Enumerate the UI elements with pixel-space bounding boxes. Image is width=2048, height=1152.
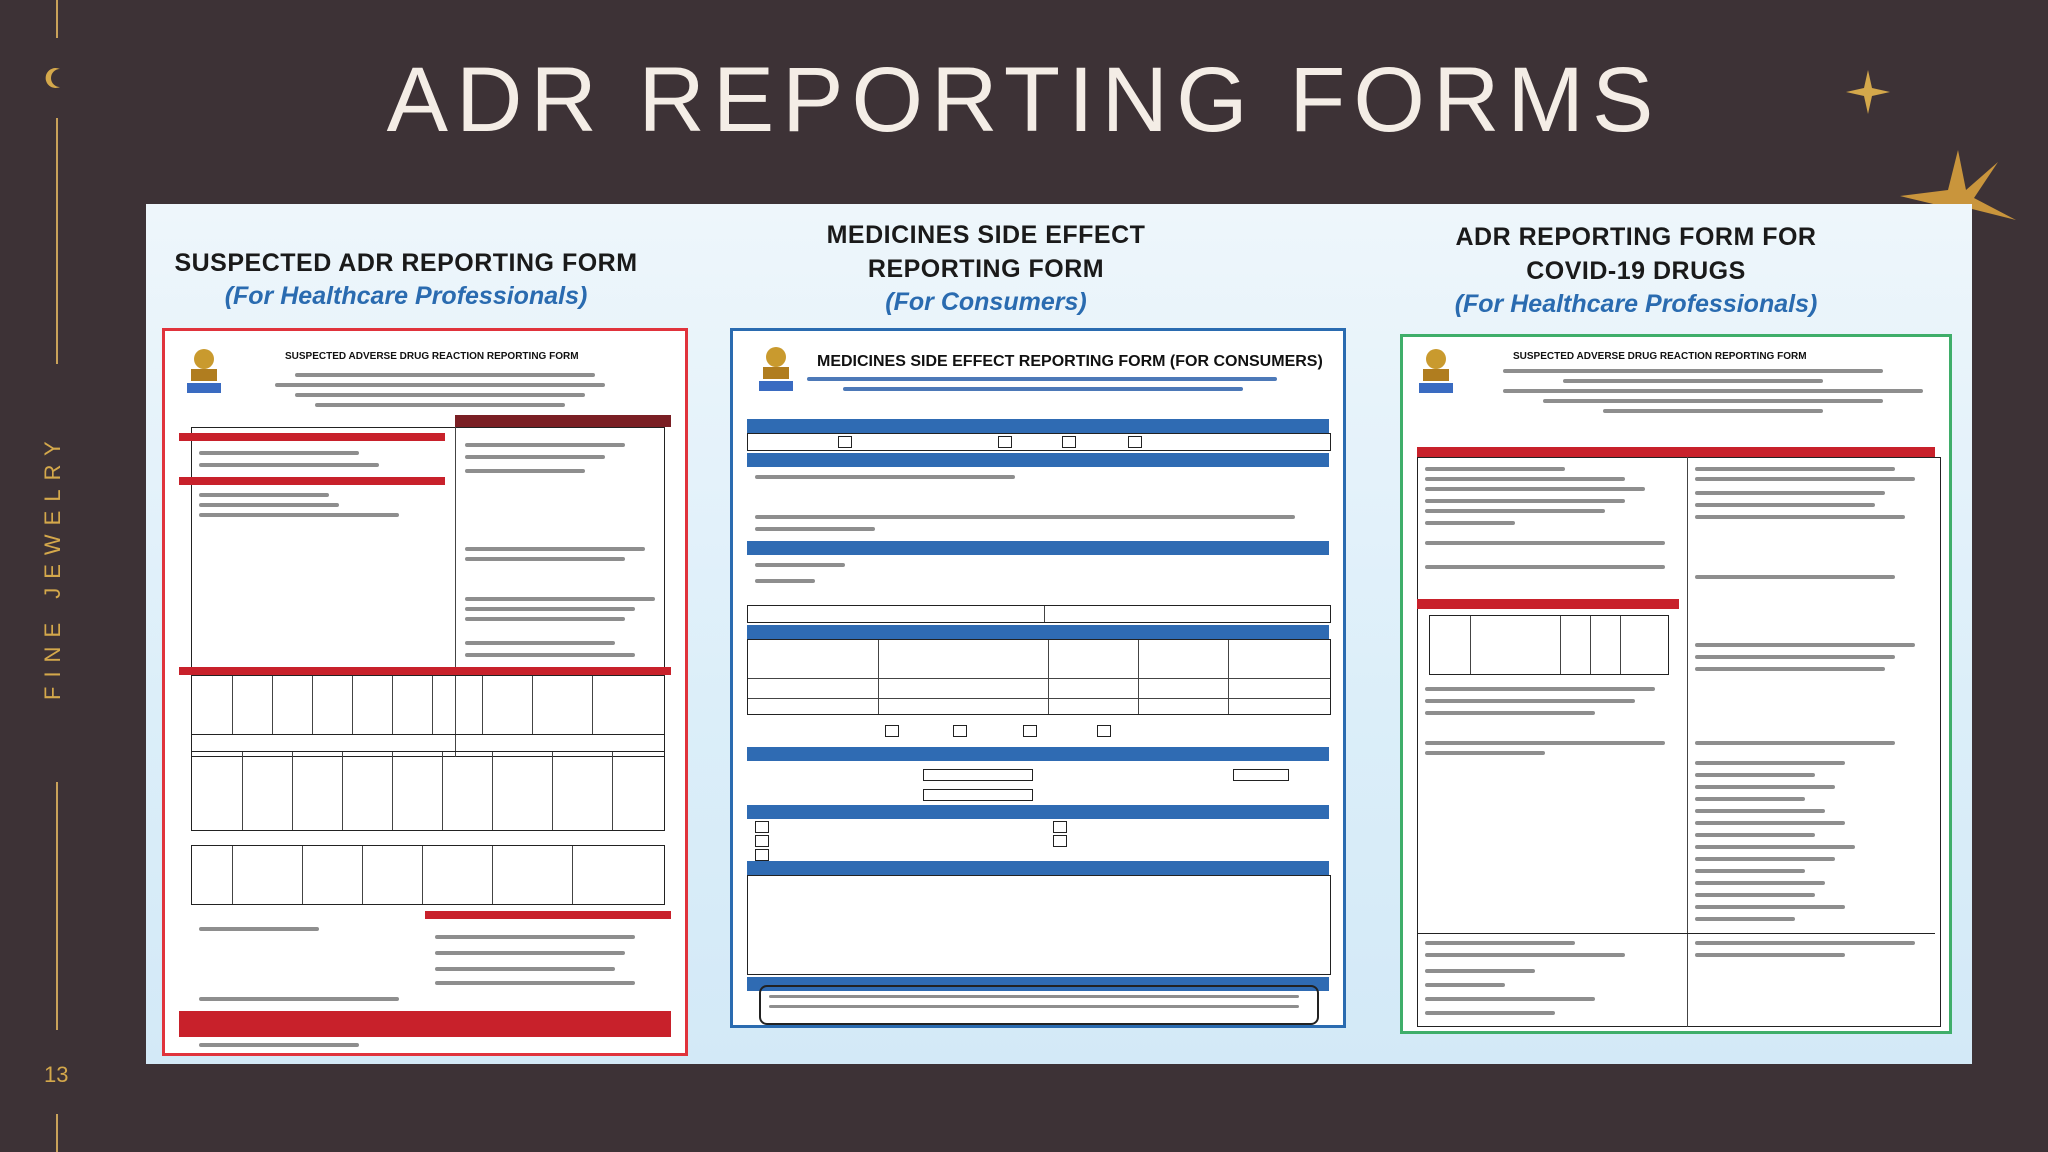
rail-line-upper [56, 118, 58, 364]
page-number: 13 [44, 1062, 69, 1087]
national-emblem-icon [187, 349, 221, 395]
form-inner-title: SUSPECTED ADVERSE DRUG REACTION REPORTING FORM [1513, 351, 1807, 362]
rail-line-lower [56, 782, 58, 1030]
national-emblem-icon [759, 347, 793, 393]
form-heading-title: ADR REPORTING FORM FOR COVID-19 DRUGS [1455, 223, 1817, 285]
form-heading-subtitle: (For Healthcare Professionals) [224, 282, 588, 310]
form-heading-3 [1386, 220, 1886, 319]
rail-line-top [56, 0, 58, 38]
side-label: FINE JEWELRY [40, 432, 65, 700]
form-inner-title: MEDICINES SIDE EFFECT REPORTING FORM (FOR CONSUMERS) [817, 353, 1323, 370]
sparkle-star-icon [1846, 70, 1890, 114]
form-heading-subtitle: (For Consumers) [885, 288, 1087, 316]
form-heading-2 [746, 218, 1226, 317]
form-image-consumer [730, 328, 1346, 1028]
national-emblem-icon [1419, 349, 1453, 395]
form-heading-title: MEDICINES SIDE EFFECT REPORTING FORM [826, 221, 1146, 283]
form-inner-title: SUSPECTED ADVERSE DRUG REACTION REPORTING FORM [285, 351, 579, 362]
rail-line-bottom [56, 1114, 58, 1152]
form-heading-title: SUSPECTED ADR REPORTING FORM [174, 249, 638, 277]
form-heading-subtitle: (For Healthcare Professionals) [1454, 290, 1818, 318]
form-heading-1 [166, 246, 646, 311]
form-image-adr-hcp [162, 328, 688, 1056]
slide-title: ADR REPORTING FORMS [386, 49, 1662, 151]
forms-panel [146, 204, 1972, 1064]
form-image-covid [1400, 334, 1952, 1034]
